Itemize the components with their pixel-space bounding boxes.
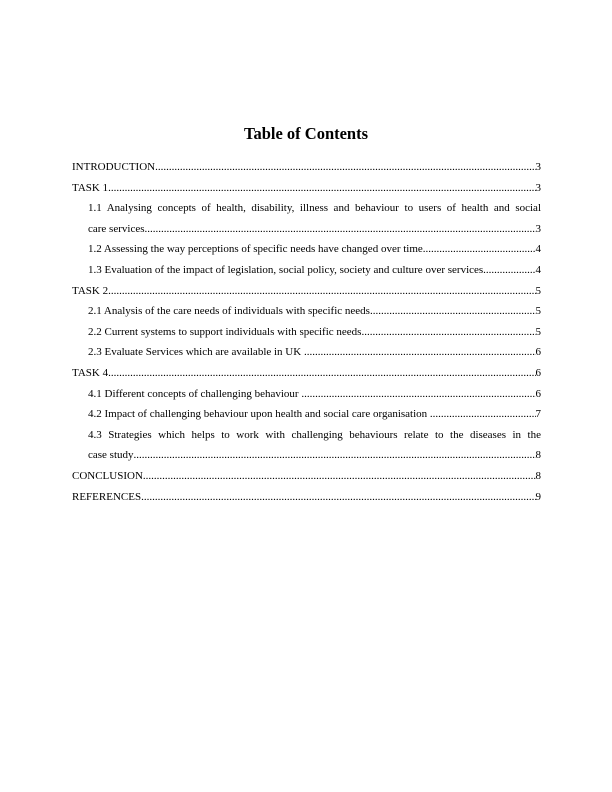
toc-page-number: 5 — [535, 325, 541, 338]
toc-page-number: 4 — [535, 263, 541, 276]
toc-entry-task-2[interactable] — [72, 281, 541, 302]
toc-page-number: 6 — [535, 346, 541, 359]
toc-page-number: 4 — [535, 243, 541, 256]
toc-entry-2-3[interactable] — [72, 342, 541, 363]
toc-entry-references[interactable] — [72, 487, 541, 508]
toc-page-number: 6 — [535, 387, 541, 400]
toc-entry-label: 4.2 Impact of challenging behaviour upon health and social care organisation — [88, 408, 430, 421]
toc-page-number: 7 — [535, 408, 541, 421]
dot-leader — [145, 219, 536, 240]
toc-entry-task-4[interactable] — [72, 363, 541, 384]
toc-entry-label: INTRODUCTION — [72, 161, 156, 173]
dot-leader — [430, 404, 536, 425]
toc-page-number: 5 — [535, 305, 541, 318]
toc-entry-4-2[interactable] — [72, 404, 541, 425]
toc-entry-label: REFERENCES — [72, 490, 142, 503]
toc-entry-4-1[interactable] — [72, 384, 541, 405]
dot-leader — [108, 178, 535, 199]
toc-entry-label-line-1: 1.1 Analysing concepts of health, disability, illness and behaviour to users of health and social — [88, 202, 541, 215]
toc-entry-label: CONCLUSION — [72, 469, 143, 482]
toc-page-number: 9 — [535, 490, 541, 503]
toc-entry-task-1[interactable] — [72, 178, 541, 199]
toc-title: Table of Contents — [243, 124, 369, 143]
dot-leader — [108, 363, 535, 384]
toc-page-number: 8 — [535, 449, 541, 462]
toc-entry-label: TASK 1 — [72, 181, 109, 194]
dot-leader — [483, 260, 535, 281]
dot-leader — [155, 157, 535, 178]
toc-page-number: 5 — [535, 284, 541, 297]
toc-entry-label: TASK 4 — [72, 366, 109, 379]
toc-entry-4-3[interactable] — [72, 425, 541, 466]
toc-entry-label: 1.2 Assessing the way perceptions of specific needs have changed over time — [88, 243, 423, 256]
dot-leader — [301, 384, 535, 405]
dot-leader — [423, 239, 536, 260]
toc-entry-1-1[interactable] — [72, 198, 541, 239]
dot-leader — [134, 445, 536, 466]
toc-page-number: 3 — [535, 161, 541, 173]
toc-entry-introduction[interactable] — [72, 157, 541, 178]
toc-entry-1-2[interactable] — [72, 239, 541, 260]
toc-page-number: 8 — [535, 469, 541, 482]
toc-entry-label: 2.2 Current systems to support individuals with specific needs — [88, 325, 362, 338]
toc-entry-label-line-2: care services — [88, 222, 145, 235]
dot-leader — [108, 281, 535, 302]
toc-entry-label-line-1: 4.3 Strategies which helps to work with challenging behaviours relate to the diseases in the — [88, 428, 541, 441]
dot-leader — [143, 466, 536, 487]
toc-entry-label: TASK 2 — [72, 284, 109, 297]
toc-entry-label: 4.1 Different concepts of challenging behaviour — [88, 387, 302, 400]
toc-page-number: 3 — [535, 222, 541, 235]
toc-entry-label: 2.1 Analysis of the care needs of individuals with specific needs — [88, 305, 370, 318]
dot-leader — [370, 301, 536, 322]
toc-entry-label: 2.3 Evaluate Services which are available in UK — [88, 346, 304, 359]
toc-entry-1-3[interactable] — [72, 260, 541, 281]
toc-entry-label-line-2: case study — [88, 449, 134, 462]
dot-leader — [141, 487, 535, 508]
toc-page-number: 6 — [535, 366, 541, 379]
table-of-contents — [72, 157, 541, 507]
toc-entry-conclusion[interactable] — [72, 466, 541, 487]
toc-entry-2-2[interactable] — [72, 322, 541, 343]
toc-page-number: 3 — [535, 181, 541, 194]
toc-entry-2-1[interactable] — [72, 301, 541, 322]
toc-entry-label: 1.3 Evaluation of the impact of legislation, social policy, society and culture over services — [88, 263, 484, 276]
dot-leader — [361, 322, 535, 343]
dot-leader — [304, 342, 536, 363]
